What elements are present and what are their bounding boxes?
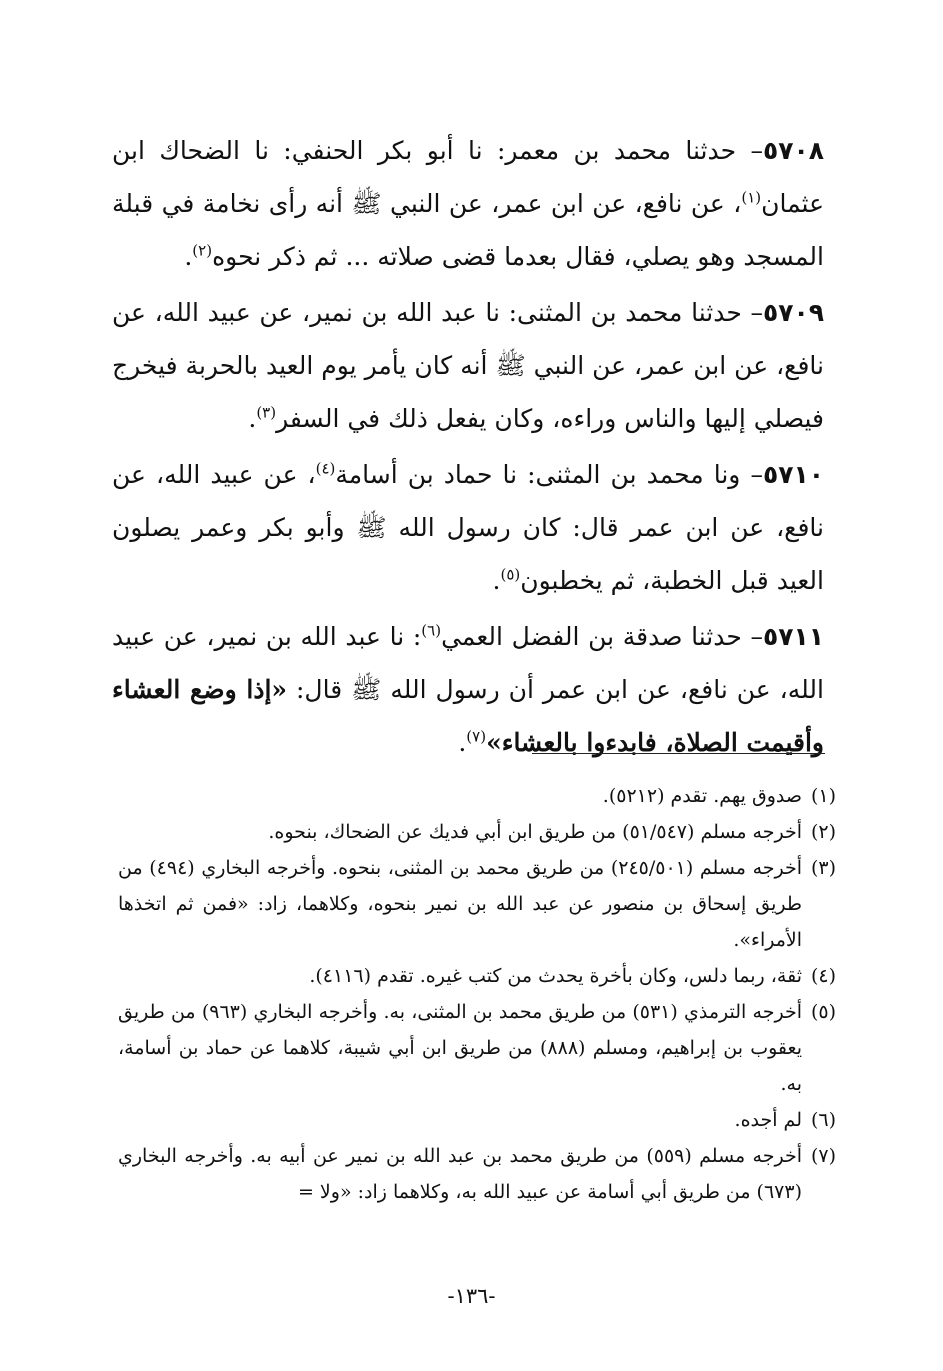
period: . [492,566,501,595]
footnote-ref: (٤) [315,459,336,478]
hadith-text: ، عن عبيد الله، عن نافع، عن ابن عمر قال: كان رسول الله ﷺ وأبو بكر وعمر يصلون العيد قبل الخطبة، ثم يخطبون [112,460,824,595]
footnote-text: لم أجده. [734,1109,802,1131]
hadith-text: : نا عبد الله بن نمير، عن عبيد الله، عن نافع، عن ابن عمر أن رسول الله ﷺ قال: [112,622,824,704]
footnote-text: أخرجه مسلم (٢٤٥/٥٠١) من طريق محمد بن المثنى، بنحوه. وأخرجه البخاري (٤٩٤) من طريق إسحاق بن منصور عن عبد الله بن نمير بنحوه، وكلاهما، زاد: «فمن ثم اتخذها الأمراء». [118,857,803,951]
dash: – [750,460,763,489]
period: . [184,242,193,271]
footnote-ref: (٦) [421,621,442,640]
footnote [118,814,836,850]
hadith-entry [112,448,824,607]
page-number: -١٣٦- [447,1284,496,1308]
footnote-mark: (٧) [810,1145,836,1167]
dash: – [750,622,763,651]
period: . [458,728,467,757]
hadith-text: ونا محمد بن المثنى: نا حماد بن أسامة [335,460,751,489]
hadith-text: حدثنا محمد بن المثنى: نا عبد الله بن نمير، عن عبيد الله، عن نافع، عن ابن عمر، عن النبي ﷺ أنه كان يأمر يوم العيد بالحربة فيخرج فيصلي إليها والناس وراءه، وكان يفعل ذلك في السفر [112,298,824,433]
footnote-mark: (١) [810,785,836,807]
footnote-mark: (٤) [810,965,836,987]
period: . [248,404,257,433]
footnote-text: أخرجه مسلم (٥١/٥٤٧) من طريق ابن أبي فديك عن الضحاك، بنحوه. [268,821,802,843]
hadith-entry [112,124,824,283]
footnote-mark: (٥) [810,1001,836,1023]
footnote-mark: (٢) [810,821,836,843]
footnote [118,1138,836,1210]
footnote-ref: (٥) [500,565,521,584]
footnote [118,1102,836,1138]
footnote [118,958,836,994]
footnote-mark: (٦) [810,1109,836,1131]
footnote-ref: (٣) [256,403,277,422]
footnote [118,850,836,958]
footnote-mark: (٣) [810,857,836,879]
dash: – [750,298,763,327]
hadith-number: ٥٧٠٩ [762,298,824,327]
dash: – [750,136,763,165]
footnote-text: أخرجه مسلم (٥٥٩) من طريق محمد بن عبد الله بن نمير عن أبيه به. وأخرجه البخاري (٦٧٣) من طريق أبي أسامة عن عبيد الله به، وكلاهما زاد: «ولا = [118,1145,802,1203]
hadith-number: ٥٧١٠ [762,460,824,489]
footnote [118,994,836,1102]
footnote-ref: (٢) [192,241,213,260]
hadith-number: ٥٧٠٨ [762,136,824,165]
hadith-number: ٥٧١١ [762,622,824,651]
hadith-text: حدثنا محمد بن معمر: نا أبو بكر الحنفي: نا الضحاك ابن عثمان [112,136,824,218]
prophetic-quote: «إذا وضع العشاء وأقيمت الصلاة، فابدءوا بالعشاء» [112,675,824,757]
footnote-separator [532,753,825,754]
footnotes [118,778,836,1210]
hadith-text: ، عن نافع، عن ابن عمر، عن النبي ﷺ أنه رأى نخامة في قبلة المسجد وهو يصلي، فقال بعدما قضى صلاته ... ثم ذكر نحوه [112,189,824,271]
hadith-text: حدثنا صدقة بن الفضل العمي [441,622,751,651]
footnote-text: أخرجه الترمذي (٥٣١) من طريق محمد بن المثنى، به. وأخرجه البخاري (٩٦٣) من طريق يعقوب بن إبراهيم، ومسلم (٨٨٨) من طريق ابن أبي شيبة، كلاهما عن حماد بن أسامة، به. [118,1001,802,1095]
main-text [112,124,824,772]
footnote-ref: (٧) [466,727,487,746]
footnote [118,778,836,814]
footnote-ref: (١) [741,188,762,207]
footnote-text: ثقة، ربما دلس، وكان بأخرة يحدث من كتب غيره. تقدم (٤١١٦). [309,965,802,987]
hadith-entry [112,610,824,769]
hadith-entry [112,286,824,445]
footnote-text: صدوق يهم. تقدم (٥٢١٢). [602,785,802,807]
